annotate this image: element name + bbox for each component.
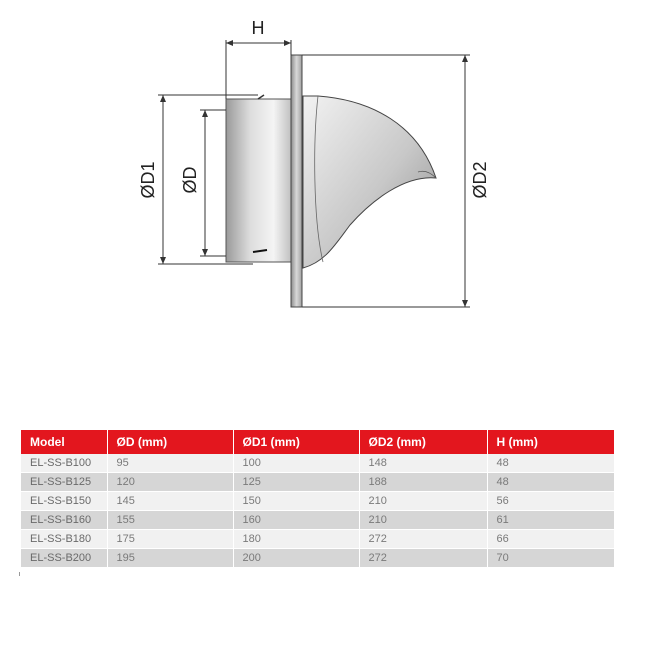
cell-model: EL-SS-B200 [21, 549, 107, 568]
cell-model: EL-SS-B160 [21, 511, 107, 530]
cell-h: 48 [487, 454, 614, 473]
header-d2: ØD2 (mm) [359, 430, 487, 454]
hood-shape [303, 96, 436, 268]
d1-arrow-bottom [160, 257, 166, 264]
cell-model: EL-SS-B180 [21, 530, 107, 549]
d1-label: ØD1 [138, 161, 158, 199]
cell-d2: 272 [359, 530, 487, 549]
cell-model: EL-SS-B150 [21, 492, 107, 511]
table-row [21, 530, 614, 549]
cell-d1: 160 [233, 511, 359, 530]
d-arrow-top [202, 110, 208, 117]
header-h: H (mm) [487, 430, 614, 454]
specification-table [21, 430, 614, 568]
table-edge-tick [19, 572, 20, 576]
flange-plate [291, 55, 302, 307]
cell-d: 95 [107, 454, 233, 473]
table-row [21, 473, 614, 492]
cell-d2: 148 [359, 454, 487, 473]
d1-arrow-top [160, 95, 166, 102]
cell-d2: 188 [359, 473, 487, 492]
header-d: ØD (mm) [107, 430, 233, 454]
header-d1: ØD1 (mm) [233, 430, 359, 454]
cell-d2: 210 [359, 492, 487, 511]
cell-h: 48 [487, 473, 614, 492]
d2-arrow-bottom [462, 300, 468, 307]
d2-arrow-top [462, 55, 468, 62]
cell-d2: 210 [359, 511, 487, 530]
cell-h: 56 [487, 492, 614, 511]
h-label: H [251, 18, 265, 38]
pipe-spigot [226, 99, 294, 262]
spigot-notch-top [258, 95, 264, 99]
cell-d1: 200 [233, 549, 359, 568]
cell-d1: 180 [233, 530, 359, 549]
table-row [21, 549, 614, 568]
table-header-row [21, 430, 614, 454]
cell-d: 175 [107, 530, 233, 549]
cell-d: 155 [107, 511, 233, 530]
cell-h: 61 [487, 511, 614, 530]
cell-d: 195 [107, 549, 233, 568]
h-arrow-right [284, 40, 291, 46]
table-row [21, 492, 614, 511]
header-model: Model [21, 430, 107, 454]
cell-d1: 150 [233, 492, 359, 511]
d2-label: ØD2 [470, 161, 490, 199]
cell-model: EL-SS-B100 [21, 454, 107, 473]
cell-h: 70 [487, 549, 614, 568]
h-arrow-left [226, 40, 233, 46]
d-arrow-bottom [202, 249, 208, 256]
d-label: ØD [180, 166, 200, 194]
cell-d1: 125 [233, 473, 359, 492]
cell-d2: 272 [359, 549, 487, 568]
cell-d1: 100 [233, 454, 359, 473]
table-row [21, 454, 614, 473]
cell-d: 145 [107, 492, 233, 511]
cell-h: 66 [487, 530, 614, 549]
table-row [21, 511, 614, 530]
cell-d: 120 [107, 473, 233, 492]
cell-model: EL-SS-B125 [21, 473, 107, 492]
